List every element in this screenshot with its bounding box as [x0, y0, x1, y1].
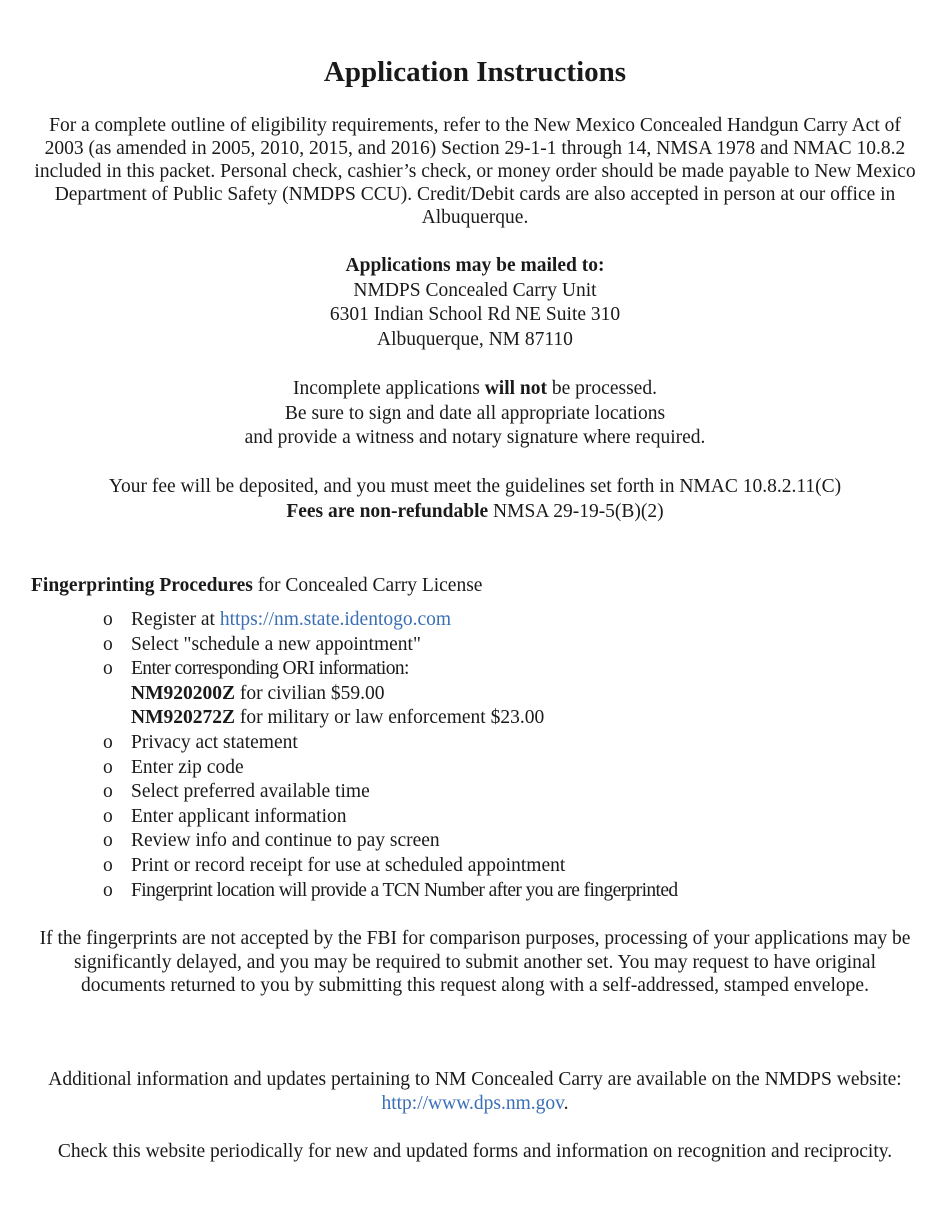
fees-notice — [0, 475, 950, 524]
fingerprinting-steps — [103, 608, 678, 903]
mailing-line-2: 6301 Indian School Rd NE Suite 310 — [329, 304, 621, 325]
list-item — [103, 657, 678, 682]
step-text: Enter corresponding ORI information: — [131, 658, 409, 680]
list-item — [103, 854, 678, 879]
mailing-address — [0, 254, 950, 352]
list-item — [103, 879, 678, 904]
ori-military-text: for military or law enforcement $23.00 — [235, 707, 545, 729]
additional-text: Additional information and updates pertaining to NM Concealed Carry are available on the NMDPS website: — [48, 1069, 902, 1090]
bullet-icon: o — [103, 805, 113, 827]
list-item — [103, 608, 678, 633]
list-item — [103, 633, 678, 658]
bullet-icon: o — [103, 879, 113, 901]
bullet-icon: o — [103, 756, 113, 778]
ori-civilian-text: for civilian $59.00 — [235, 682, 385, 704]
bullet-icon: o — [103, 830, 113, 852]
bullet-icon: o — [103, 658, 113, 680]
dps-website-link[interactable]: http://www.dps.nm.gov — [381, 1092, 564, 1114]
fees-bold: Fees are non-refundable — [286, 500, 489, 522]
step-text: Fingerprint location will provide a TCN Number after you are fingerprinted — [131, 879, 678, 901]
step-text: Print or record receipt for use at scheduled appointment — [131, 854, 566, 876]
register-text: Register at — [131, 609, 220, 630]
list-item — [103, 756, 678, 781]
incomplete-line-1 — [0, 377, 950, 402]
bullet-icon: o — [103, 781, 113, 803]
incomplete-pre: Incomplete applications — [293, 378, 485, 399]
fees-line-2 — [0, 500, 950, 525]
incomplete-notice — [0, 377, 950, 451]
step-text: Review info and continue to pay screen — [131, 830, 440, 852]
incomplete-line-3: and provide a witness and notary signature where required. — [244, 427, 706, 448]
fbi-note: If the fingerprints are not accepted by the FBI for comparison purposes, processing of your applications may be significantly delayed, and you may be required to submit another set. You may request to have original documents returned to you by submitting this request along with a self-addressed, stamped envelope. — [39, 928, 911, 996]
list-item — [103, 829, 678, 854]
additional-info — [30, 1068, 920, 1115]
fingerprinting-heading — [31, 574, 482, 598]
step-text: Enter zip code — [131, 756, 244, 778]
ori-civilian — [103, 682, 678, 707]
bullet-icon: o — [103, 731, 113, 753]
bullet-icon: o — [103, 854, 113, 876]
step-text: Enter applicant information — [131, 805, 347, 827]
step-text: Select preferred available time — [131, 781, 370, 803]
additional-end: . — [563, 1092, 569, 1114]
check-website-note: Check this website periodically for new and updated forms and information on recognition and reciprocity. — [57, 1141, 893, 1162]
mailing-line-1: NMDPS Concealed Carry Unit — [353, 279, 597, 301]
fingerprinting-heading-bold: Fingerprinting Procedures — [31, 575, 253, 596]
mailing-heading: Applications may be mailed to: — [345, 255, 605, 276]
list-item — [103, 780, 678, 805]
ori-military — [103, 706, 678, 731]
step-text: Privacy act statement — [131, 731, 298, 753]
step-text: Select "schedule a new appointment" — [131, 633, 421, 655]
incomplete-bold: will not — [484, 378, 548, 399]
page-title: Application Instructions — [323, 56, 627, 88]
bullet-icon: o — [103, 633, 113, 655]
ori-military-code: NM920272Z — [131, 707, 235, 729]
intro-paragraph: For a complete outline of eligibility requirements, refer to the New Mexico Concealed Handgun Carry Act of 2003 (as amended in 2005, 2010, 2015, and 2016) Section 29-1-1 through 14, NMSA 1978 and NMAC 10.8.2 included in this packet. Personal check, cashier’s check, or money order should be made payable to New Mexico Department of Public Safety (NMDPS CCU). Credit/Debit cards are also accepted in person at our office in Albuquerque. — [34, 115, 916, 228]
incomplete-line-2: Be sure to sign and date all appropriate locations — [284, 402, 666, 424]
ori-civilian-code: NM920200Z — [131, 682, 235, 704]
list-item — [103, 731, 678, 756]
bullet-icon: o — [103, 609, 113, 630]
mailing-line-3: Albuquerque, NM 87110 — [377, 328, 573, 350]
fingerprinting-heading-rest: for Concealed Carry License — [252, 575, 483, 596]
identogo-link[interactable]: https://nm.state.identogo.com — [219, 609, 452, 630]
fees-line-1: Your fee will be deposited, and you must meet the guidelines set forth in NMAC 10.8.2.11(C) — [108, 476, 842, 497]
fees-post: NMSA 29-19-5(B)(2) — [488, 500, 664, 522]
incomplete-post: be processed. — [547, 378, 657, 399]
list-item — [103, 805, 678, 830]
